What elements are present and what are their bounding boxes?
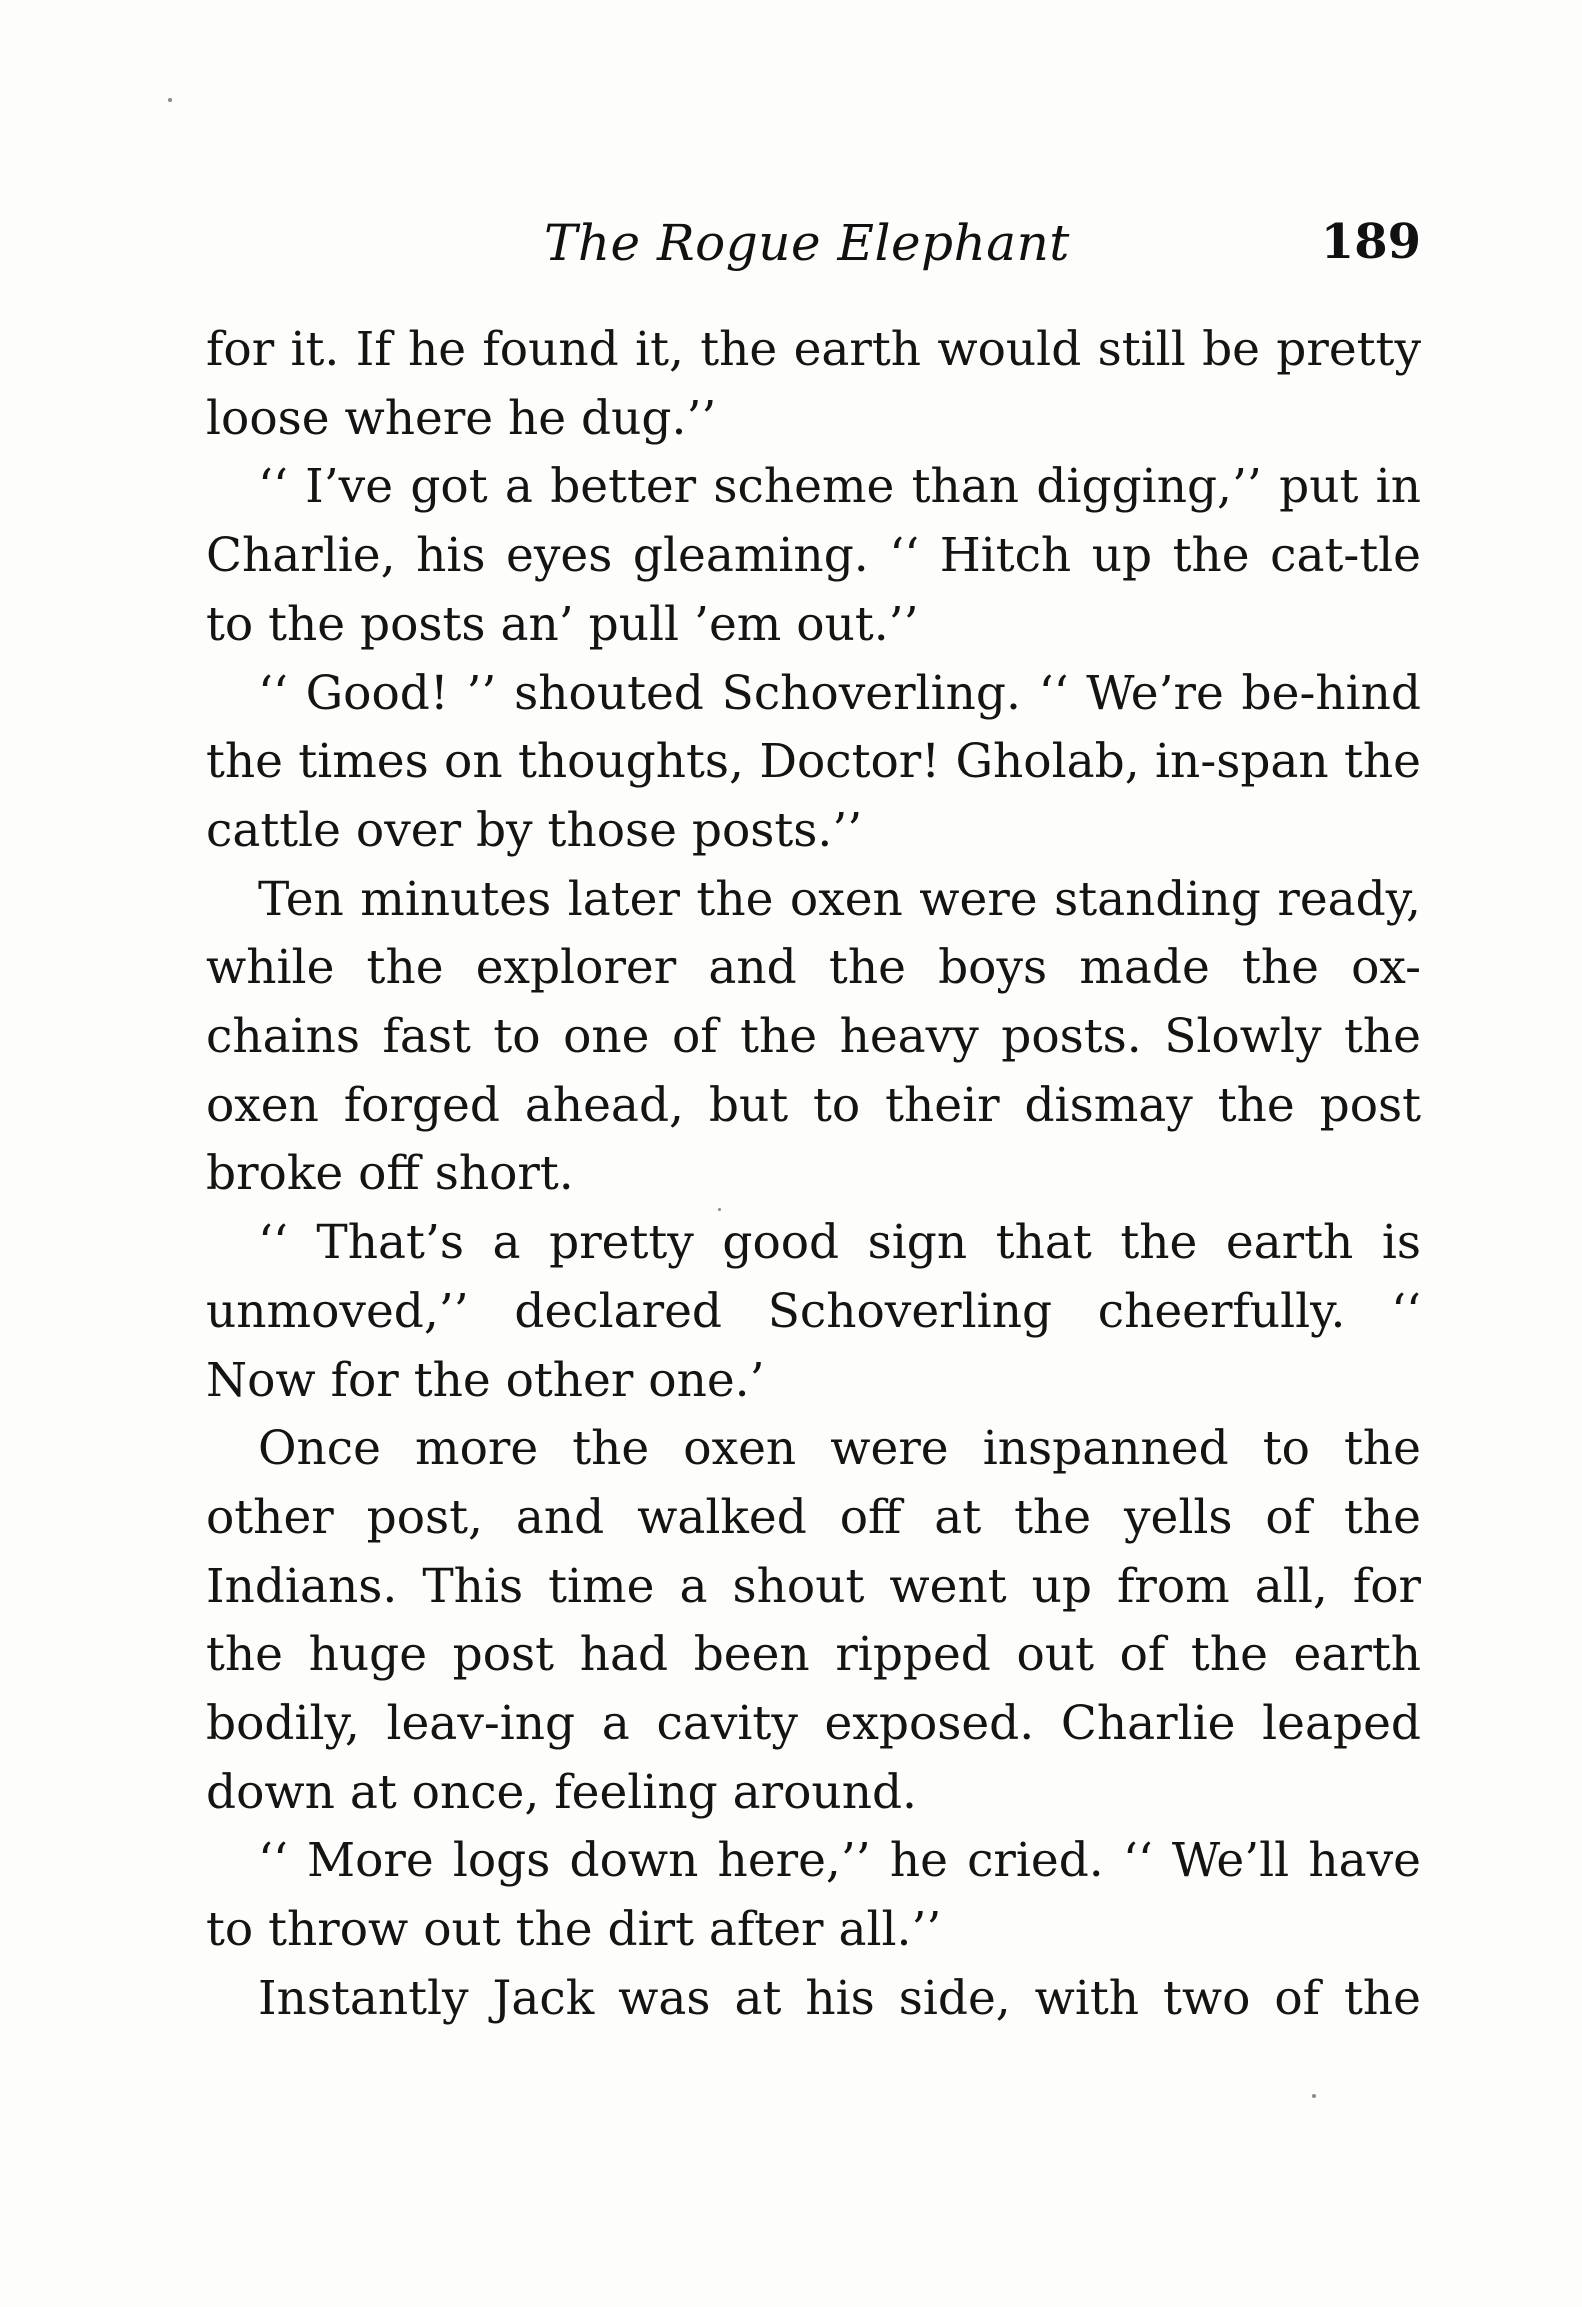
page-number: 189 xyxy=(1320,214,1421,270)
body-text xyxy=(206,316,1421,2034)
paragraph: Instantly Jack was at his side, with two of the xyxy=(258,1970,1421,2026)
paper-speck xyxy=(718,1208,721,1211)
paragraph: for it. If he found it, the earth would still be pretty loose where he dug.’’ xyxy=(206,322,1421,446)
running-head xyxy=(206,214,1421,284)
paragraph: ‘‘ That’s a pretty good sign that the earth is unmoved,’’ declared Schoverling cheerfully. ‘‘ Now for the other one.’ xyxy=(206,1215,1421,1408)
paragraph: ‘‘ I’ve got a better scheme than digging,’’ put in Charlie, his eyes gleaming. ‘‘ Hitch up the cat-tle to the posts an’ pull ’em out.’’ xyxy=(206,459,1421,652)
paragraph: ‘‘ More logs down here,’’ he cried. ‘‘ We’ll have to throw out the dirt after all.’’ xyxy=(206,1833,1421,1958)
running-title: The Rogue Elephant xyxy=(544,214,1070,272)
paragraph: Once more the oxen were inspanned to the other post, and walked off at the yells of the Indians. This time a shout went up from all, for the huge post had been ripped out of the earth bodily, leav-ing a cavity exposed. Charlie leaped down at once, feeling around. xyxy=(206,1421,1421,1820)
paragraph: ‘‘ Good! ’’ shouted Schoverling. ‘‘ We’re be-hind the times on thoughts, Doctor! Gholab, in-span the cattle over by those posts.’’ xyxy=(206,665,1421,858)
paper-speck xyxy=(1312,2094,1316,2098)
paragraph: Ten minutes later the oxen were standing ready, while the explorer and the boys made the ox-chains fast to one of the heavy posts. Slowly the oxen forged ahead, but to their dismay the post broke off short. xyxy=(206,871,1421,1202)
paper-speck xyxy=(168,98,172,102)
